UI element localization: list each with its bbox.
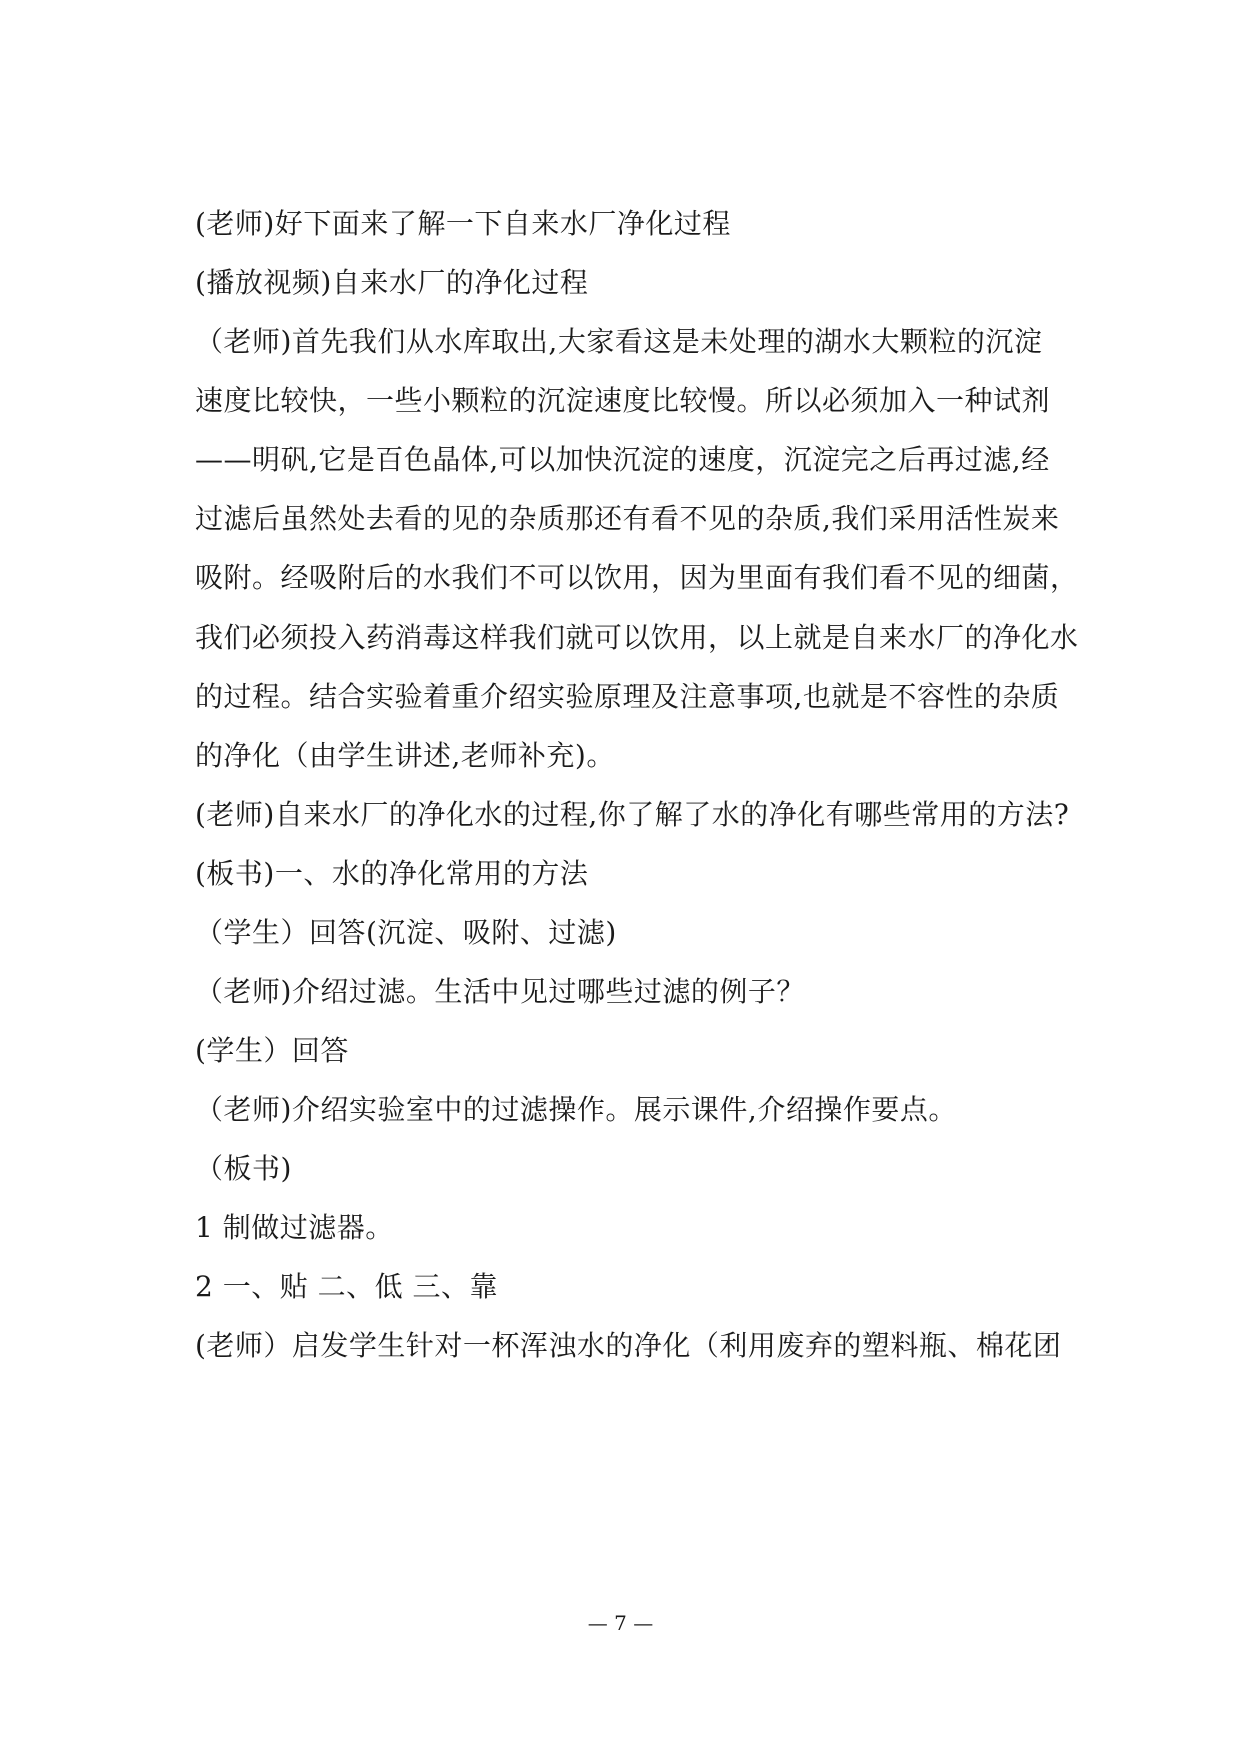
text-line-20: (老师）启发学生针对一杯浑浊水的净化（利用废弃的塑料瓶、棉花团 [195, 1329, 1062, 1362]
text-line-12: (板书)一、水的净化常用的方法 [195, 857, 589, 890]
text-line-2: (播放视频)自来水厂的净化过程 [195, 266, 589, 299]
page-number: — 7 — [587, 1611, 654, 1635]
text-line-13: （学生）回答(沉淀、吸附、过滤) [195, 916, 617, 949]
text-line-3: （老师)首先我们从水库取出,大家看这是未处理的湖水大颗粒的沉淀 [195, 325, 1043, 358]
text-line-1: (老师)好下面来了解一下自来水厂净化过程 [195, 207, 731, 240]
text-line-7: 吸附。经吸附后的水我们不可以饮用，因为里面有我们看不见的细菌， [195, 561, 1079, 594]
text-line-9: 的过程。结合实验着重介绍实验原理及注意事项,也就是不容性的杂质 [195, 680, 1060, 713]
text-line-18: 1 制做过滤器。 [195, 1211, 394, 1244]
text-line-16: （老师)介绍实验室中的过滤操作。展示课件,介绍操作要点。 [195, 1093, 957, 1126]
text-line-8: 我们必须投入药消毒这样我们就可以饮用，以上就是自来水厂的净化水 [195, 621, 1079, 654]
text-line-17: （板书) [195, 1152, 292, 1185]
text-line-6: 过滤后虽然处去看的见的杂质那还有看不见的杂质,我们采用活性炭来 [195, 502, 1060, 535]
text-line-4: 速度比较快，一些小颗粒的沉淀速度比较慢。所以必须加入一种试剂 [195, 384, 1051, 417]
text-line-15: (学生）回答 [195, 1034, 349, 1067]
text-line-10: 的净化（由学生讲述,老师补充)。 [195, 739, 615, 772]
text-line-5: ——明矾,它是百色晶体,可以加快沉淀的速度，沉淀完之后再过滤,经 [195, 443, 1050, 476]
text-line-14: （老师)介绍过滤。生活中见过哪些过滤的例子？ [195, 975, 805, 1008]
text-line-19: 2 一、贴 二、低 三、靠 [195, 1270, 499, 1303]
text-line-11: (老师)自来水厂的净化水的过程,你了解了水的净化有哪些常用的方法? [195, 798, 1070, 831]
